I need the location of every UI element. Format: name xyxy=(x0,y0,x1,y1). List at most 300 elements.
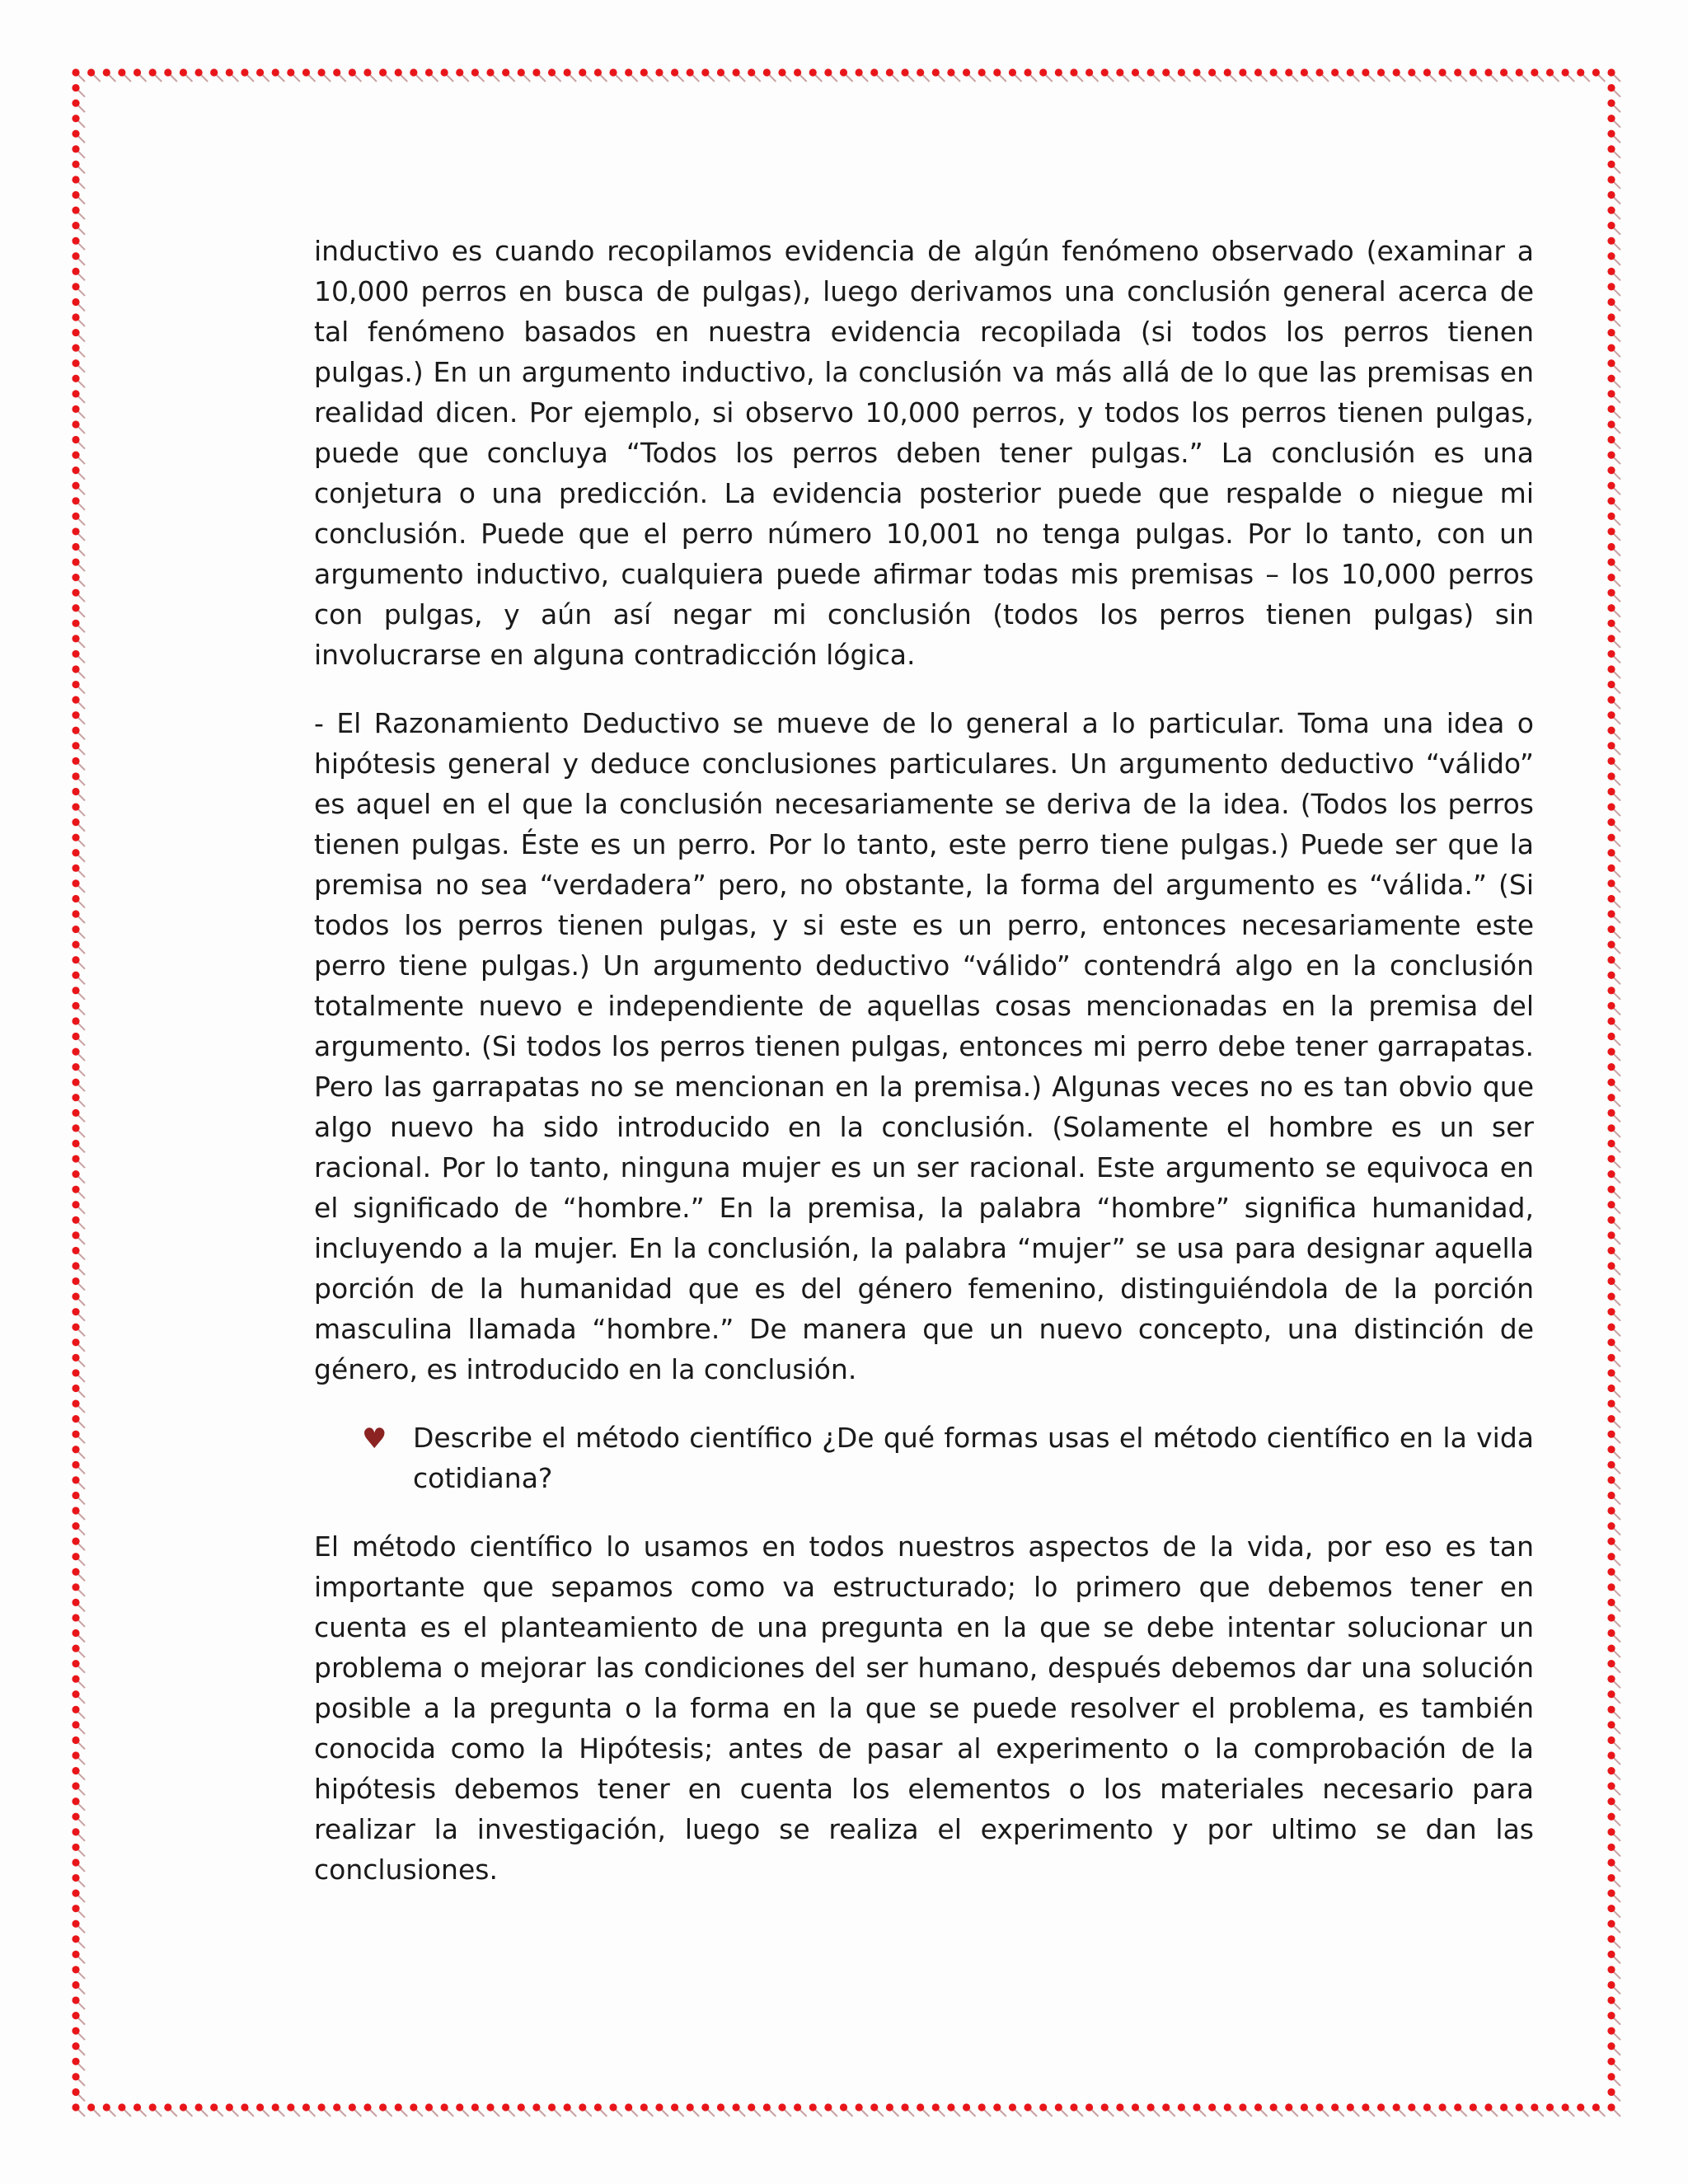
border-pin xyxy=(1168,2109,1175,2116)
border-dot xyxy=(993,68,1001,76)
border-dot xyxy=(195,68,202,76)
border-dot xyxy=(210,68,218,76)
border-pin xyxy=(1122,74,1129,82)
border-pin xyxy=(77,472,85,480)
border-dot xyxy=(118,68,125,76)
border-pin xyxy=(77,1114,85,1122)
border-dot xyxy=(1362,2103,1369,2111)
border-dot xyxy=(72,972,79,979)
border-dot xyxy=(72,176,79,183)
border-dot xyxy=(72,513,79,520)
border-pin xyxy=(999,74,1006,82)
border-pin xyxy=(1137,2109,1144,2116)
border-pin xyxy=(77,90,85,97)
border-pin xyxy=(692,74,699,82)
border-dot xyxy=(72,1614,79,1621)
border-dot xyxy=(149,2103,157,2111)
border-pin xyxy=(1613,1436,1620,1443)
border-dot xyxy=(1024,2103,1031,2111)
border-pin xyxy=(538,2109,546,2116)
border-pin xyxy=(1613,410,1620,418)
border-dot xyxy=(87,2103,95,2111)
border-dot xyxy=(1607,1415,1615,1422)
border-pin xyxy=(200,74,208,82)
border-pin xyxy=(569,74,576,82)
border-dot xyxy=(609,2103,617,2111)
border-pin xyxy=(77,1191,85,1198)
border-dot xyxy=(1607,1721,1615,1728)
border-pin xyxy=(1045,74,1053,82)
border-dot xyxy=(287,68,294,76)
border-dot xyxy=(1607,1629,1615,1637)
border-dot xyxy=(1607,757,1615,765)
border-pin xyxy=(77,74,85,82)
border-dot xyxy=(1607,620,1615,627)
border-pin xyxy=(77,1635,85,1643)
border-dot xyxy=(778,68,785,76)
border-dot xyxy=(72,849,79,856)
border-pin xyxy=(1613,962,1620,969)
border-dot xyxy=(1607,2103,1615,2111)
border-pin xyxy=(1613,1573,1620,1581)
border-dot xyxy=(1315,68,1323,76)
border-pin xyxy=(722,2109,729,2116)
border-dot xyxy=(72,1966,79,1973)
border-pin xyxy=(1613,1207,1620,1214)
border-pin xyxy=(1613,319,1620,326)
border-pin xyxy=(1260,2109,1268,2116)
border-pin xyxy=(692,2109,699,2116)
border-pin xyxy=(77,197,85,204)
border-pin xyxy=(1613,2079,1620,2086)
border-dot xyxy=(1024,68,1031,76)
border-dot xyxy=(1607,604,1615,612)
border-dot xyxy=(947,2103,954,2111)
border-pin xyxy=(277,74,284,82)
border-dot xyxy=(1393,2103,1400,2111)
border-dot xyxy=(72,1767,79,1774)
border-dot xyxy=(471,2103,479,2111)
border-pin xyxy=(77,808,85,816)
border-pin xyxy=(77,212,85,219)
border-pin xyxy=(77,2093,85,2101)
border-dot xyxy=(1607,1399,1615,1407)
border-pin xyxy=(1229,2109,1236,2116)
border-dot xyxy=(1607,1507,1615,1514)
border-dot xyxy=(72,1874,79,1882)
border-pin xyxy=(77,1268,85,1275)
border-pin xyxy=(1137,74,1144,82)
border-pin xyxy=(77,1069,85,1076)
border-dot xyxy=(1531,2103,1538,2111)
border-pin xyxy=(1106,74,1114,82)
border-pin xyxy=(1613,762,1620,770)
border-dot xyxy=(1009,2103,1016,2111)
border-pin xyxy=(77,1497,85,1504)
border-dot xyxy=(456,2103,463,2111)
border-dot xyxy=(72,604,79,612)
border-dot xyxy=(72,635,79,642)
border-dot xyxy=(655,2103,663,2111)
border-pin xyxy=(1214,2109,1221,2116)
border-dot xyxy=(1607,1293,1615,1301)
border-pin xyxy=(1613,365,1620,373)
border-pin xyxy=(77,885,85,893)
border-dot xyxy=(1607,1935,1615,1943)
border-pin xyxy=(631,2109,638,2116)
border-pin xyxy=(814,74,822,82)
border-dot xyxy=(72,941,79,949)
border-dot xyxy=(1285,68,1292,76)
border-dot xyxy=(72,1446,79,1453)
border-pin xyxy=(1613,242,1620,250)
border-pin xyxy=(1613,1298,1620,1305)
border-dot xyxy=(1607,206,1615,213)
border-pin xyxy=(77,1666,85,1673)
border-dot xyxy=(1607,1369,1615,1376)
border-dot xyxy=(72,1538,79,1545)
border-pin xyxy=(1383,74,1390,82)
border-dot xyxy=(1423,2103,1431,2111)
border-dot xyxy=(471,68,479,76)
border-pin xyxy=(1521,74,1528,82)
border-pin xyxy=(1613,1237,1620,1244)
border-pin xyxy=(1613,946,1620,954)
border-dot xyxy=(1607,1216,1615,1224)
border-pin xyxy=(77,1650,85,1657)
border-pin xyxy=(277,2109,284,2116)
border-dot xyxy=(978,2103,986,2111)
border-dot xyxy=(1607,1844,1615,1851)
border-dot xyxy=(1607,1201,1615,1208)
border-dot xyxy=(625,68,632,76)
border-dot xyxy=(1607,1690,1615,1698)
border-dot xyxy=(72,497,79,504)
border-pin xyxy=(937,74,945,82)
border-pin xyxy=(615,2109,622,2116)
border-dot xyxy=(72,650,79,658)
border-dot xyxy=(901,2103,908,2111)
border-dot xyxy=(72,772,79,780)
border-pin xyxy=(154,2109,162,2116)
border-pin xyxy=(185,2109,192,2116)
border-dot xyxy=(748,2103,755,2111)
border-pin xyxy=(77,335,85,342)
border-dot xyxy=(1607,1231,1615,1239)
border-pin xyxy=(1613,1421,1620,1428)
border-dot xyxy=(1607,1583,1615,1591)
border-pin xyxy=(922,2109,930,2116)
border-pin xyxy=(1383,2109,1390,2116)
border-pin xyxy=(968,2109,976,2116)
border-dot xyxy=(1607,1047,1615,1055)
border-dot xyxy=(72,237,79,245)
border-pin xyxy=(1613,2063,1620,2070)
border-pin xyxy=(1613,839,1620,846)
border-dot xyxy=(1607,1277,1615,1285)
border-pin xyxy=(1613,1130,1620,1137)
border-dot xyxy=(72,711,79,719)
border-dot xyxy=(72,451,79,458)
border-dot xyxy=(1208,2103,1216,2111)
border-pin xyxy=(77,1130,85,1137)
border-pin xyxy=(77,1314,85,1321)
border-pin xyxy=(860,74,868,82)
border-pin xyxy=(1613,1329,1620,1336)
border-dot xyxy=(1607,1431,1615,1438)
border-dot xyxy=(72,2042,79,2050)
border-dot xyxy=(1607,1492,1615,1499)
border-pin xyxy=(77,869,85,877)
border-dot xyxy=(1423,68,1431,76)
border-dot xyxy=(241,68,248,76)
answer-paragraph: El método científico lo usamos en todos nuestros aspectos de la vida, por eso es tan importante que sepamos como va estructurado; lo primero que debemos tener en cuenta es el planteamiento de una pregunta en la que se debe intentar solucionar un problema o mejorar las condiciones del ser humano, después debemos dar una solución posible a la pregunta o la forma en la que se puede resolver el problema, es también conocida como la Hipótesis; antes de pasar al experimento o la comprobación de la hipótesis debemos tener en cuenta los elementos o los materiales necesario para realizar la investigación, luego se realiza el experimento y por ultimo se dan las conclusiones. xyxy=(314,1530,1534,1886)
border-dot xyxy=(72,1293,79,1301)
border-dot xyxy=(72,1599,79,1606)
border-dot xyxy=(72,1568,79,1576)
border-dot xyxy=(1607,1751,1615,1759)
border-dot xyxy=(1607,1002,1615,1010)
border-dot xyxy=(1607,1385,1615,1392)
border-pin xyxy=(77,1880,85,1887)
border-dot xyxy=(1562,2103,1569,2111)
border-pin xyxy=(462,2109,469,2116)
border-pin xyxy=(77,548,85,555)
border-pin xyxy=(124,2109,131,2116)
border-dot xyxy=(287,2103,294,2111)
border-dot xyxy=(72,1813,79,1821)
border-pin xyxy=(93,74,101,82)
border-pin xyxy=(1613,1619,1620,1627)
border-dot xyxy=(1607,1966,1615,1973)
border-dot xyxy=(1607,1079,1615,1086)
border-dot xyxy=(1607,589,1615,597)
border-pin xyxy=(430,74,438,82)
border-dot xyxy=(1607,1951,1615,1958)
border-pin xyxy=(1551,2109,1559,2116)
border-pin xyxy=(1613,166,1620,173)
border-pin xyxy=(1613,273,1620,280)
border-dot xyxy=(978,68,986,76)
border-dot xyxy=(1607,665,1615,673)
border-pin xyxy=(462,74,469,82)
border-dot xyxy=(1607,635,1615,642)
border-dot xyxy=(395,68,402,76)
border-dot xyxy=(72,1783,79,1790)
border-pin xyxy=(1613,2093,1620,2101)
border-pin xyxy=(154,74,162,82)
border-pin xyxy=(1613,503,1620,510)
border-pin xyxy=(246,74,254,82)
border-pin xyxy=(77,1466,85,1474)
border-pin xyxy=(1613,1956,1620,1963)
border-dot xyxy=(1607,497,1615,504)
border-pin xyxy=(1428,74,1436,82)
border-pin xyxy=(1613,671,1620,678)
border-pin xyxy=(1613,1359,1620,1366)
border-dot xyxy=(1162,2103,1170,2111)
border-dot xyxy=(72,344,79,352)
border-dot xyxy=(72,222,79,229)
border-dot xyxy=(1607,283,1615,290)
border-pin xyxy=(1014,2109,1021,2116)
border-pin xyxy=(77,1941,85,1948)
border-dot xyxy=(72,574,79,581)
border-pin xyxy=(1613,732,1620,739)
border-pin xyxy=(77,1757,85,1765)
border-dot xyxy=(1607,2058,1615,2065)
border-pin xyxy=(1613,931,1620,939)
border-dot xyxy=(1607,68,1615,76)
border-pin xyxy=(77,380,85,387)
border-dot xyxy=(1607,466,1615,474)
border-dot xyxy=(732,2103,739,2111)
border-dot xyxy=(317,2103,325,2111)
border-pin xyxy=(369,74,377,82)
border-dot xyxy=(1577,68,1584,76)
border-pin xyxy=(1613,487,1620,494)
border-pin xyxy=(1398,2109,1405,2116)
border-pin xyxy=(1076,2109,1083,2116)
border-pin xyxy=(77,778,85,785)
border-dot xyxy=(1607,1338,1615,1346)
border-dot xyxy=(72,1140,79,1147)
border-dot xyxy=(687,2103,694,2111)
border-dot xyxy=(1607,772,1615,780)
border-pin xyxy=(1352,2109,1359,2116)
border-pin xyxy=(77,1589,85,1596)
border-pin xyxy=(1306,2109,1313,2116)
border-pin xyxy=(385,2109,392,2116)
border-dot xyxy=(1607,420,1615,428)
border-dot xyxy=(379,2103,387,2111)
border-pin xyxy=(77,579,85,587)
border-pin xyxy=(1490,74,1498,82)
border-dot xyxy=(1607,1660,1615,1667)
border-pin xyxy=(1613,794,1620,801)
border-pin xyxy=(77,2048,85,2055)
border-pin xyxy=(77,1956,85,1963)
border-pin xyxy=(1613,1696,1620,1704)
border-pin xyxy=(1613,426,1620,434)
border-pin xyxy=(1597,74,1605,82)
border-pin xyxy=(1613,1971,1620,1979)
border-pin xyxy=(77,1986,85,1994)
border-pin xyxy=(1613,151,1620,158)
border-pin xyxy=(1613,2018,1620,2025)
border-dot xyxy=(1607,711,1615,719)
border-pin xyxy=(216,74,223,82)
border-pin xyxy=(1229,74,1236,82)
border-pin xyxy=(1613,1864,1620,1872)
border-dot xyxy=(1607,681,1615,688)
border-pin xyxy=(354,74,361,82)
border-dot xyxy=(72,1247,79,1254)
border-dot xyxy=(72,1079,79,1086)
border-dot xyxy=(1500,2103,1507,2111)
border-pin xyxy=(77,962,85,969)
border-pin xyxy=(1460,74,1467,82)
border-pin xyxy=(1613,564,1620,571)
border-dot xyxy=(1347,68,1354,76)
border-dot xyxy=(1454,68,1461,76)
border-pin xyxy=(77,1788,85,1795)
border-dot xyxy=(72,329,79,336)
border-dot xyxy=(640,2103,648,2111)
border-pin xyxy=(77,135,85,143)
border-dot xyxy=(72,895,79,902)
border-dot xyxy=(1607,1033,1615,1040)
border-pin xyxy=(846,2109,853,2116)
border-pin xyxy=(77,1329,85,1336)
border-pin xyxy=(1045,2109,1053,2116)
border-dot xyxy=(1607,359,1615,367)
border-dot xyxy=(349,2103,356,2111)
border-pin xyxy=(231,2109,238,2116)
border-dot xyxy=(72,620,79,627)
border-pin xyxy=(77,1252,85,1259)
inductive-paragraph: inductivo es cuando recopilamos evidencia de algún fenómeno observado (examinar a 10,000 perros en busca de pulgas), luego derivamos una conclusión general acerca de tal fenómeno basados en nuestra evidencia recopilada (si todos los perros tienen pulgas.) En un argumento inductivo, la conclusión va más allá de lo que las premisas en realidad dicen. Por ejemplo, si observo 10,000 perros, y todos los perros tienen pulgas, puede que concluya “Todos los perros deben tener pulgas.” La conclusión es una conjetura o una predicción. La evidencia posterior puede que respalde o niegue mi conclusión. Puede que el perro número 10,001 no tenga pulgas. Por lo tanto, con un argumento inductivo, cualquiera puede afirmar todas mis premisas – los 10,000 perros con pulgas, y aún así negar mi conclusión (todos los perros tienen pulgas) sin involucrarse en alguna contradicción lógica. xyxy=(314,235,1534,671)
border-pin xyxy=(1275,74,1282,82)
border-dot xyxy=(824,68,832,76)
border-dot xyxy=(72,2073,79,2080)
border-dot xyxy=(671,2103,678,2111)
border-pin xyxy=(385,74,392,82)
border-pin xyxy=(339,74,346,82)
border-dot xyxy=(1607,865,1615,872)
border-dot xyxy=(1224,68,1231,76)
border-dot xyxy=(1607,558,1615,565)
border-dot xyxy=(1408,68,1415,76)
border-dot xyxy=(72,145,79,152)
border-dot xyxy=(1607,100,1615,107)
border-dot xyxy=(333,68,340,76)
border-dot xyxy=(72,803,79,810)
border-dot xyxy=(72,1629,79,1637)
border-pin xyxy=(1613,120,1620,128)
border-dot xyxy=(72,818,79,826)
border-dot xyxy=(1208,68,1216,76)
border-dot xyxy=(1607,1476,1615,1483)
border-pin xyxy=(108,74,115,82)
border-dot xyxy=(72,527,79,535)
border-pin xyxy=(77,931,85,939)
border-pin xyxy=(77,640,85,648)
border-pin xyxy=(77,992,85,1000)
border-dot xyxy=(72,1690,79,1698)
border-dot xyxy=(72,1461,79,1469)
border-dot xyxy=(655,68,663,76)
border-pin xyxy=(77,717,85,724)
border-pin xyxy=(354,2109,361,2116)
border-dot xyxy=(72,1751,79,1759)
border-pin xyxy=(77,242,85,250)
border-pin xyxy=(77,1007,85,1015)
border-pin xyxy=(1198,74,1206,82)
border-pin xyxy=(1613,2002,1620,2009)
border-pin xyxy=(1613,640,1620,648)
border-dot xyxy=(1607,895,1615,902)
border-dot xyxy=(548,68,556,76)
border-dot xyxy=(72,742,79,749)
border-pin xyxy=(1260,74,1268,82)
border-pin xyxy=(77,1895,85,1902)
border-pin xyxy=(492,2109,499,2116)
border-dot xyxy=(1607,268,1615,275)
border-pin xyxy=(1444,74,1451,82)
border-dot xyxy=(1531,68,1538,76)
border-pin xyxy=(784,74,791,82)
